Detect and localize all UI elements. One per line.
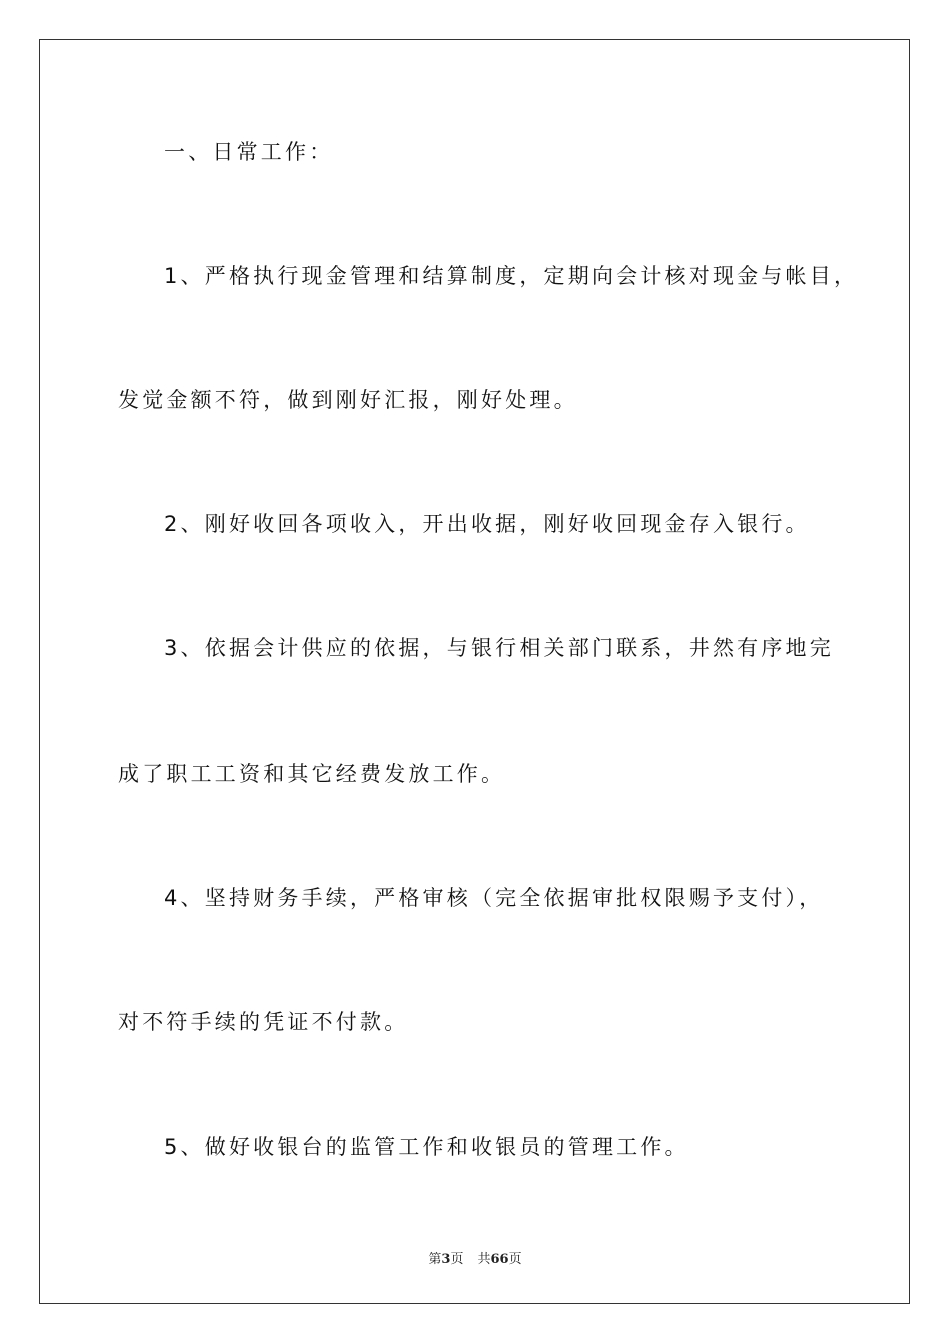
total-pages: 66 xyxy=(490,1252,509,1267)
paragraph-line: 5、做好收银台的监管工作和收银员的管理工作。 xyxy=(164,1135,689,1159)
page-prefix: 第 xyxy=(428,1252,442,1267)
page-border xyxy=(39,39,910,1304)
paragraph-line: 成了职工工资和其它经费发放工作。 xyxy=(118,762,506,786)
paragraph-line: 1、严格执行现金管理和结算制度，定期向会计核对现金与帐目， xyxy=(164,264,859,288)
paragraph-line: 4、坚持财务手续，严格审核（完全依据审批权限赐予支付）， xyxy=(164,886,824,910)
paragraph-line: 发觉金额不符，做到刚好汇报，刚好处理。 xyxy=(118,388,578,412)
page-number: 3 xyxy=(441,1252,451,1267)
paragraph-line: 3、依据会计供应的依据，与银行相关部门联系，井然有序地完 xyxy=(164,636,834,660)
paragraph-line: 对不符手续的凭证不付款。 xyxy=(118,1010,409,1034)
section-heading: 一、日常工作： xyxy=(164,140,334,164)
paragraph-line: 2、刚好收回各项收入，开出收据，刚好收回现金存入银行。 xyxy=(164,512,810,536)
total-suffix: 页 xyxy=(508,1252,522,1267)
page-suffix: 页 xyxy=(450,1252,464,1267)
page-footer xyxy=(0,1248,950,1267)
total-prefix: 共 xyxy=(477,1252,491,1267)
